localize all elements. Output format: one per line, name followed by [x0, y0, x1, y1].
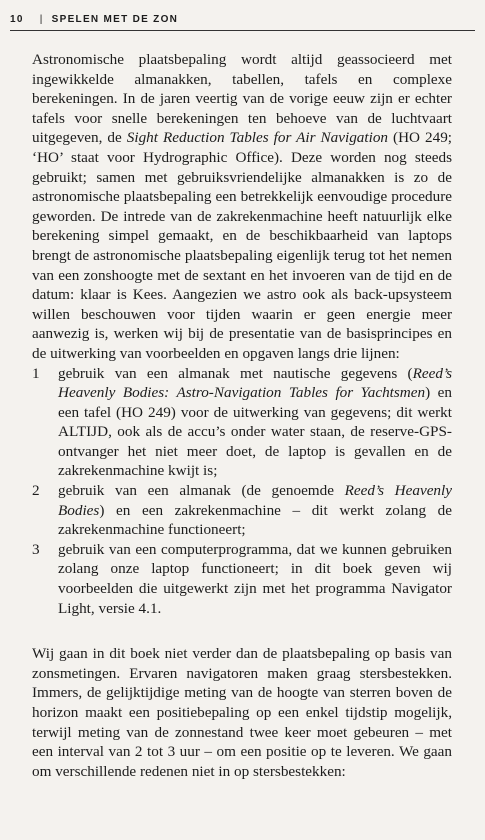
book-title-reeds: Reed’s Heavenly Bodies: Astro-Navigation Tables for Yachtsmen: [58, 364, 452, 402]
list-text-part: gebruik van een almanak (de genoemde: [58, 482, 345, 500]
list-text: [58, 540, 452, 618]
list-number: 2: [32, 482, 40, 500]
list-number: 3: [32, 540, 40, 558]
page-number: 10: [10, 13, 24, 25]
list-number: 1: [32, 364, 40, 382]
list-text-part: ) en een tafel (HO 249) voor de uitwerking van gegevens; dit werkt ALTIJD, ook als de accu’s onder water staan, de reserve-GPS-ontvanger het niet meer doet, de laptop is gevallen en de zakrekenmachine kwijt is;: [58, 384, 452, 480]
method-list: [32, 364, 452, 619]
book-title-reeds: Reed’s Heavenly Bodies: [58, 482, 452, 519]
paragraph-gap: [32, 618, 452, 644]
header-rule: [10, 30, 475, 31]
list-text-part: gebruik van een almanak met nautische gegevens (: [58, 364, 413, 382]
list-item: [32, 364, 452, 482]
list-text-part: gebruik van een computerprogramma, dat we kunnen gebruiken zolang onze laptop functioneert; in dit boek geven wij voorbeelden die uitgewerkt zijn met het programma Navigator Light, versie 4.1.: [58, 540, 452, 617]
paragraph-intro: [32, 50, 452, 364]
running-header: [10, 10, 475, 28]
section-title: SPELEN MET DE ZON: [51, 13, 179, 25]
list-text: [58, 481, 452, 540]
paragraph-intro-text: Astronomische plaatsbepaling wordt altijd geassocieerd met ingewikkelde almanakken, tabellen, tafels en complexe berekeningen. In de jaren veertig van de vorige eeuw zijn er echter tafels voor snelle berekeningen ten behoeve van de luchtvaart uitgegeven, de: [32, 51, 452, 147]
list-text: [58, 364, 452, 482]
header-separator: |: [39, 13, 44, 25]
body-text: [32, 50, 452, 781]
book-title-sight-reduction: Sight Reduction Tables for Air Navigation: [126, 129, 389, 147]
paragraph-intro-text-cont: (HO 249; ‘HO’ staat voor Hydrographic Office). Deze worden nog steeds gebruikt; samen met gebruiksvriendelijke almanakken is zo de astronomische plaatsbepaling een betrekkelijk eenvoudige procedure geworden. De intrede van de zakrekenmachine heeft natuurlijk elke berekening simpel gemaakt, en de beschikbaarheid van laptops brengt de astronomische plaatsbepaling eigenlijk terug tot het nemen van een zonshoogte met de sextant en het invoeren van de tijd en de datum: klaar is Kees. Aangezien we astro ook als back-upsysteem willen beschouwen voor tijden waarin er geen energie meer aanwezig is, werken wij bij de presentatie van de basisprincipes en de uitwerking van voorbeelden en opgaven langs drie lijnen:: [32, 129, 453, 362]
list-item: [32, 481, 452, 540]
list-text-part: ) en een zakrekenmachine – dit werkt zolang de zakrekenmachine functioneert;: [58, 501, 452, 539]
paragraph-stars: Wij gaan in dit boek niet verder dan de plaatsbepaling op basis van zonsmetingen. Ervaren navigatoren maken graag stersbestekken. Immers, de gelijktijdige meting van de hoogte van sterren boven de horizon maakt een positiebepaling op een enkel tijdstip mogelijk, terwijl meting van de zonnestand twee keer moet gebeuren – met een interval van 2 tot 3 uur – om een positie op te leveren. We gaan om verschillende redenen niet in op stersbestekken:: [32, 645, 452, 780]
list-item: [32, 540, 452, 618]
